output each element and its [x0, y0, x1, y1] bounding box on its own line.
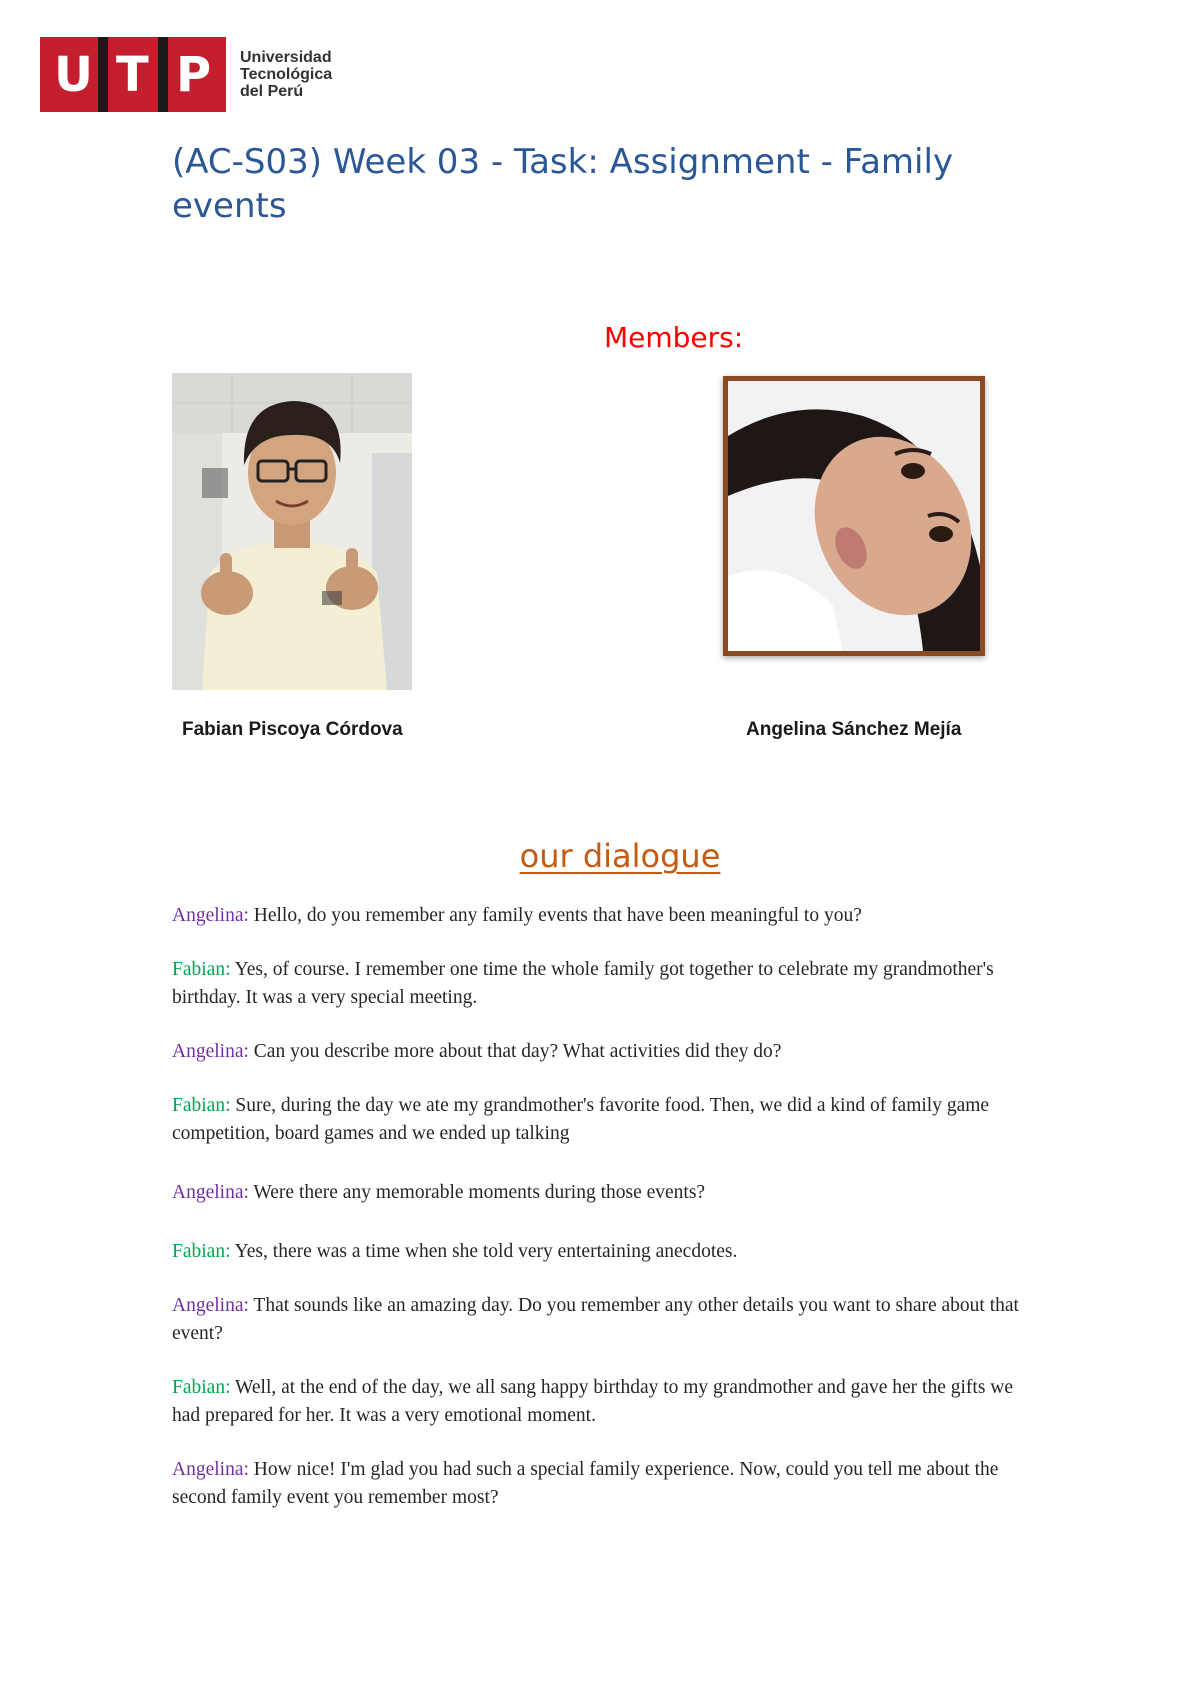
member-name-angelina: Angelina Sánchez Mejía	[746, 719, 962, 740]
dialogue-line	[172, 1038, 1040, 1066]
speaker-fabian: Fabian:	[172, 1095, 231, 1116]
document-title: (AC-S03) Week 03 - Task: Assignment - Family events	[172, 142, 954, 226]
logo-text-line: Tecnológica	[240, 66, 333, 83]
dialogue-text: Can you describe more about that day? What activities did they do?	[248, 1041, 782, 1062]
dialogue-text: Sure, during the day we ate my grandmother's favorite food. Then, we did a kind of family game competition, board games and we ended up talking	[172, 1095, 990, 1144]
dialogue-body	[172, 902, 1040, 1538]
dialogue-text: Were there any memorable moments during those events?	[248, 1182, 706, 1203]
speaker-angelina: Angelina:	[172, 905, 249, 926]
speaker-angelina: Angelina:	[172, 1295, 249, 1316]
member-photo-fabian	[172, 373, 412, 690]
utp-logo	[40, 37, 332, 112]
logo-text-line: Universidad	[240, 49, 332, 66]
dialogue-text: That sounds like an amazing day. Do you remember any other details you want to share about that event?	[172, 1295, 1019, 1344]
speaker-angelina: Angelina:	[172, 1459, 249, 1480]
dialogue-line	[172, 956, 1040, 1012]
dialogue-line	[172, 1456, 1040, 1512]
speaker-angelina: Angelina:	[172, 1041, 249, 1062]
dialogue-text: Yes, of course. I remember one time the whole family got together to celebrate my grandmother's birthday. It was a very special meeting.	[172, 959, 994, 1008]
member-name-fabian: Fabian Piscoya Córdova	[182, 719, 403, 740]
dialogue-line	[172, 1092, 1040, 1148]
logo-mark	[40, 37, 226, 112]
logo-wordmark	[240, 49, 332, 100]
logo-letter-u: U	[54, 47, 93, 103]
logo-letter-t: T	[116, 47, 149, 103]
dialogue-text: Yes, there was a time when she told very entertaining anecdotes.	[230, 1241, 738, 1262]
dialogue-line	[172, 902, 1040, 930]
speaker-fabian: Fabian:	[172, 1241, 231, 1262]
dialogue-text: Hello, do you remember any family events that have been meaningful to you?	[248, 905, 862, 926]
logo-divider	[98, 37, 108, 112]
dialogue-heading: our dialogue	[519, 837, 721, 875]
logo-letter-p: P	[176, 47, 212, 103]
dialogue-line	[172, 1179, 1040, 1207]
angelina-photo-illustration	[723, 376, 985, 656]
dialogue-line	[172, 1374, 1040, 1430]
dialogue-text: How nice! I'm glad you had such a special family experience. Now, could you tell me about the second family event you remember most?	[172, 1459, 999, 1508]
logo-divider	[158, 37, 168, 112]
members-label: Members:	[604, 321, 744, 354]
logo-text-line: del Perú	[240, 83, 304, 100]
dialogue-line	[172, 1238, 1040, 1266]
speaker-angelina: Angelina:	[172, 1182, 249, 1203]
fabian-photo-illustration	[172, 373, 412, 690]
speaker-fabian: Fabian:	[172, 959, 231, 980]
member-photo-angelina	[723, 376, 985, 656]
dialogue-line	[172, 1292, 1040, 1348]
speaker-fabian: Fabian:	[172, 1377, 231, 1398]
dialogue-text: Well, at the end of the day, we all sang happy birthday to my grandmother and gave her the gifts we had prepared for her. It was a very emotional moment.	[172, 1377, 1014, 1426]
